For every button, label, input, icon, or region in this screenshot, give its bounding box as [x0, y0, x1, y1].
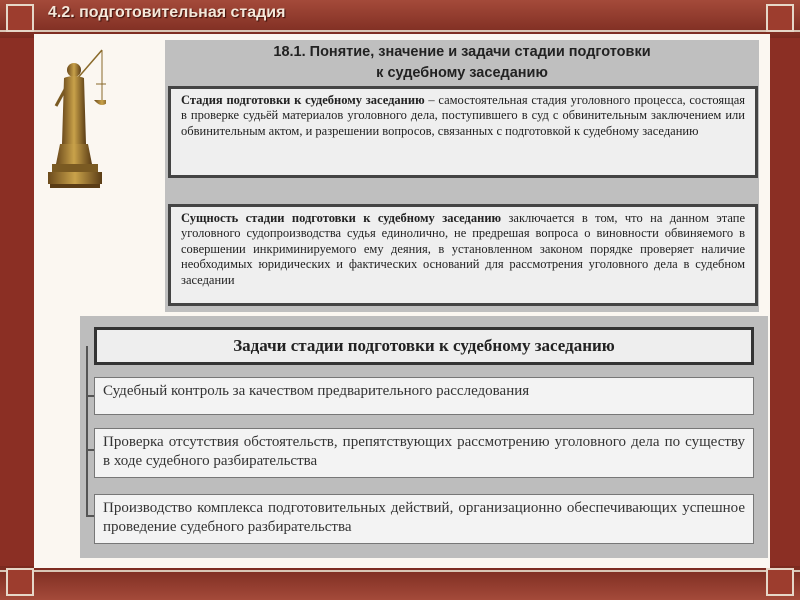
task-item-2: Проверка отсутствия обстоятельств, препятствующих рассмотрению уголовного дела по существу в ходе судебного разбирательства [94, 428, 754, 478]
bottom-stripe [0, 570, 800, 572]
definition-box [168, 86, 758, 178]
tasks-connector-line [86, 346, 88, 516]
corner-ornament-tr [766, 4, 794, 32]
essence-text: заключается в том, что на данном этапе уголовного судопроизводства судья единолично, не предрешая вопроса о виновности обвиняемого в совершении инкриминируемого ему деяния, в установленном законом порядке проверяет наличие необходимых юридических и фактических оснований для рассмотрения уголовного дела в судебном заседании [181, 211, 745, 287]
definition-text: – самостоятельная стадия уголовного процесса, состоящая в проверке судьёй материалов уголовного дела, поступившего в суд с обвинительным заключением или обвинительным актом, и разрешении вопросов, связанных с подготовкой к судебному заседанию [181, 93, 745, 138]
top-stripe [0, 30, 800, 32]
slide-title: 4.2. подготовительная стадия [48, 4, 286, 21]
essence-term: Сущность стадии подготовки к судебному заседанию [181, 211, 502, 225]
section-heading-line1: 18.1. Понятие, значение и задачи стадии подготовки [273, 44, 651, 60]
tasks-title: Задачи стадии подготовки к судебному заседанию [94, 327, 754, 365]
section-heading [165, 40, 759, 84]
definition-term: Стадия подготовки к судебному заседанию [181, 93, 425, 107]
corner-ornament-tl [6, 4, 34, 32]
task-item-1: Судебный контроль за качеством предварительного расследования [94, 377, 754, 415]
section-heading-line2: к судебному заседанию [376, 65, 548, 81]
essence-box [168, 204, 758, 306]
task-item-3: Производство комплекса подготовительных действий, организационно обеспечивающих успешное проведение судебного разбирательства [94, 494, 754, 544]
corner-ornament-br [766, 568, 794, 596]
themis-statue-icon [48, 44, 106, 190]
corner-ornament-bl [6, 568, 34, 596]
